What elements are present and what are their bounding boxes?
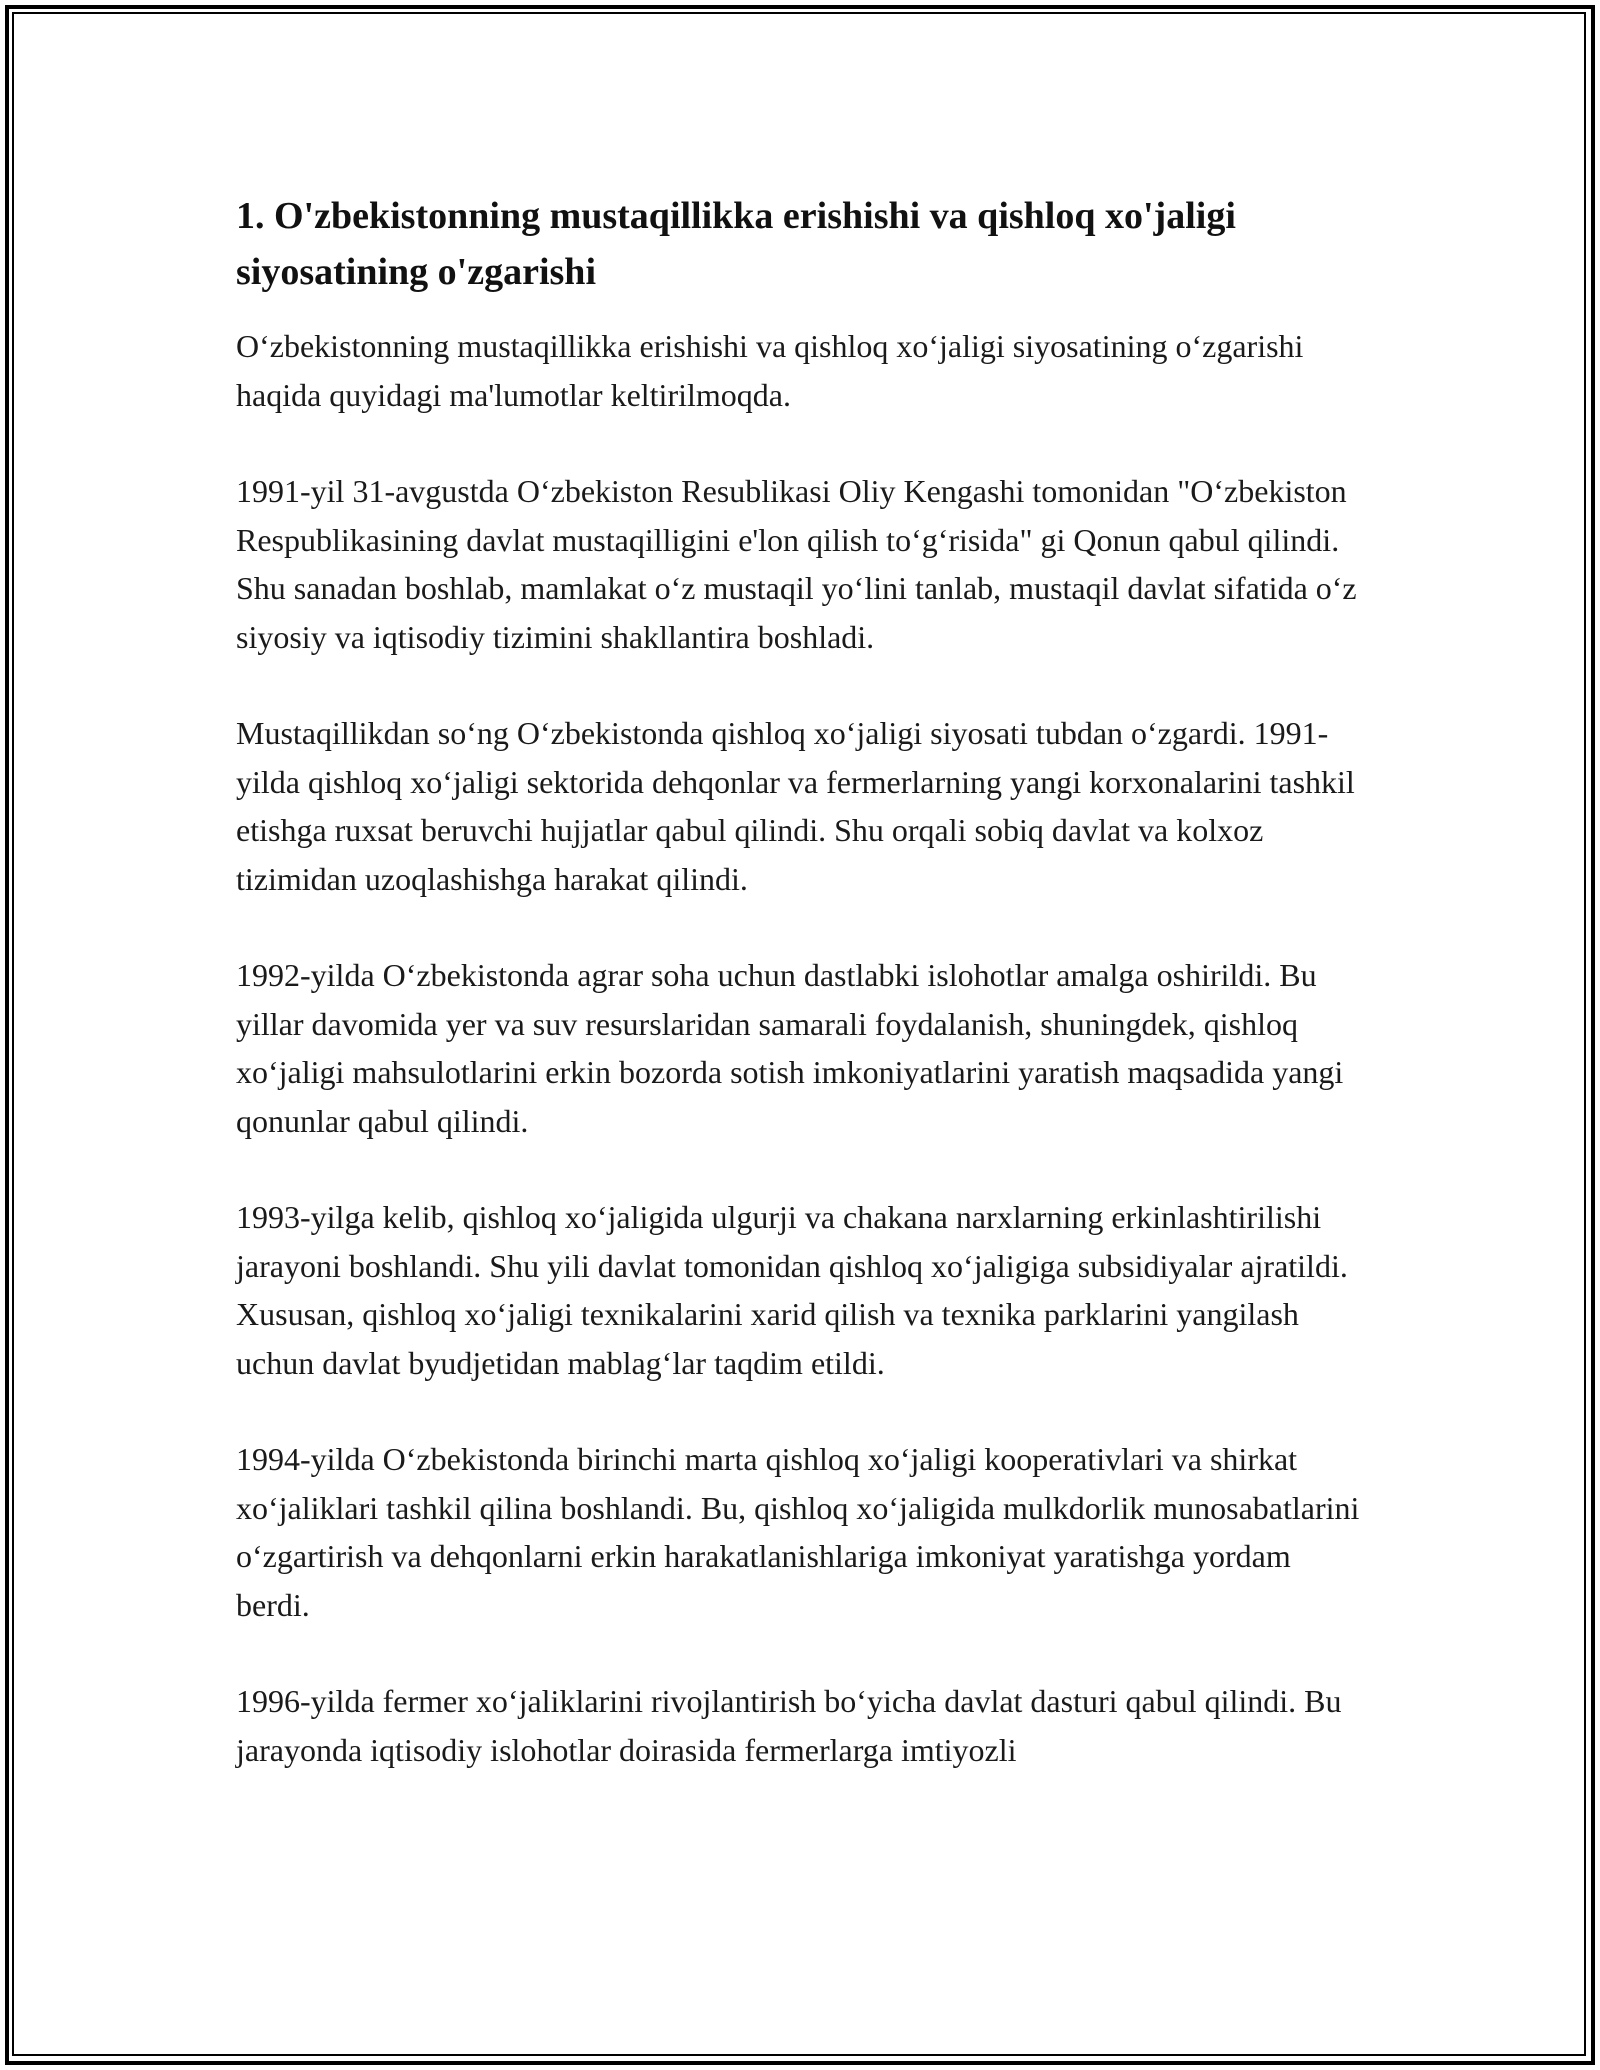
paragraph-1993: 1993-yilga kelib, qishloq xo‘jaligida ulgurji va chakana narxlarning erkinlashtirilishi jarayoni boshlandi. Shu yili davlat tomonidan qishloq xo‘jaligiga subsidiyalar ajratildi. Xususan, qishloq xo‘jaligi texnikalarini xarid qilish va texnika parklarini yangilash uchun davlat byudjetidan mablag‘lar taqdim etildi. <box>236 1199 1348 1381</box>
intro-paragraph: O‘zbekistonning mustaqillikka erishishi va qishloq xo‘jaligi siyosatining o‘zgarishi haqida quyidagi ma'lumotlar keltirilmoqda. <box>236 328 1304 413</box>
paragraph-1991: 1991-yil 31-avgustda O‘zbekiston Resublikasi Oliy Kengashi tomonidan "O‘zbekiston Respublikasining davlat mustaqilligini e'lon qilish to‘g‘risida" gi Qonun qabul qilindi. Shu sanadan boshlab, mamlakat o‘z mustaqil yo‘lini tanlab, mustaqil davlat sifatida o‘z siyosiy va iqtisodiy tizimini shakllantira boshladi. <box>236 473 1357 655</box>
paragraph-independence-policy: Mustaqillikdan so‘ng O‘zbekistonda qishloq xo‘jaligi siyosati tubdan o‘zgardi. 1991-yilda qishloq xo‘jaligi sektorida dehqonlar va fermerlarning yangi korxonalarini tashkil etishga ruxsat beruvchi hujjatlar qabul qilindi. Shu orqali sobiq davlat va kolxoz tizimidan uzoqlashishga harakat qilindi. <box>236 715 1355 897</box>
paragraph-1996: 1996-yilda fermer xo‘jaliklarini rivojlantirish bo‘yicha davlat dasturi qabul qilindi. Bu jarayonda iqtisodiy islohotlar doirasida fermerlarga imtiyozli <box>236 1683 1342 1768</box>
paragraph-1992: 1992-yilda O‘zbekistonda agrar soha uchun dastlabki islohotlar amalga oshirildi. Bu yillar davomida yer va suv resurslaridan samarali foydalanish, shuningdek, qishloq xo‘jaligi mahsulotlarini erkin bozorda sotish imkoniyatlarini yaratish maqsadida yangi qonunlar qabul qilindi. <box>236 957 1344 1139</box>
document-page <box>236 188 1366 1774</box>
paragraph-1994: 1994-yilda O‘zbekistonda birinchi marta qishloq xo‘jaligi kooperativlari va shirkat xo‘jaliklari tashkil qilina boshlandi. Bu, qishloq xo‘jaligida mulkdorlik munosabatlarini o‘zgartirish va dehqonlarni erkin harakatlanishlariga imkoniyat yaratishga yordam berdi. <box>236 1441 1360 1623</box>
section-heading: 1. O'zbekistonning mustaqillikka erishishi va qishloq xo'jaligi siyosatining o'zgarishi <box>236 195 1236 293</box>
